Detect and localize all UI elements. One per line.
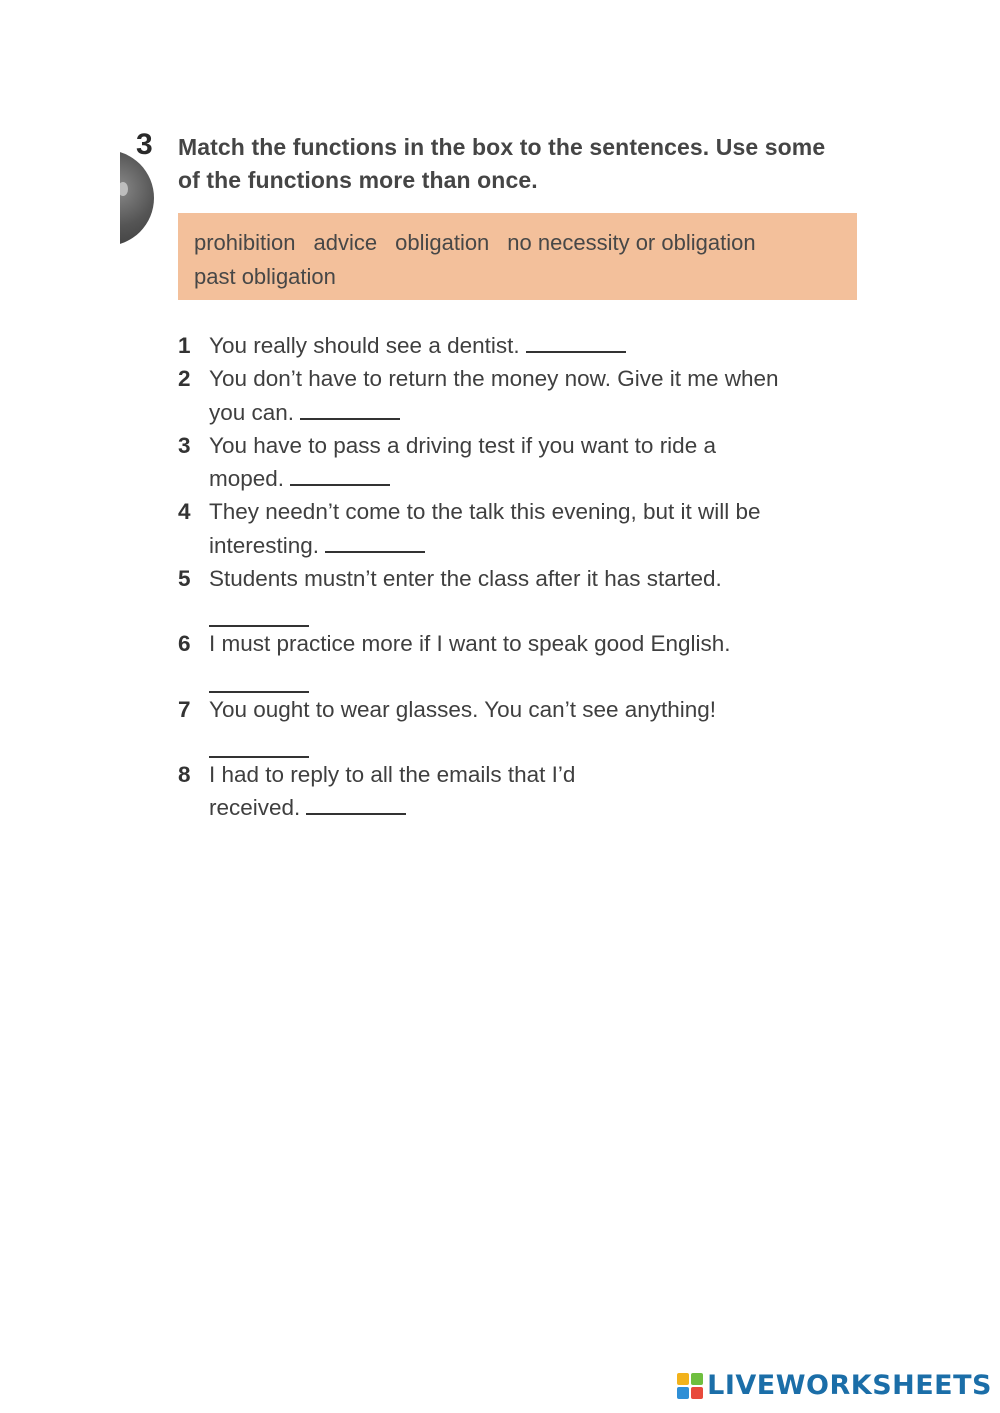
answer-blank[interactable] [290, 462, 390, 486]
question-text: They needn’t come to the talk this evening, but it will be [209, 499, 761, 525]
question-text: You have to pass a driving test if you want to ride a [209, 432, 716, 458]
logo-square [691, 1373, 703, 1385]
exercise-number: 3 [136, 128, 153, 161]
question-item [178, 693, 858, 758]
question-item [178, 495, 858, 562]
function-word: no necessity or obligation [507, 230, 756, 255]
answer-blank[interactable] [325, 529, 425, 553]
logo-square [677, 1373, 689, 1385]
question-text-continued: you can. [209, 399, 295, 425]
logo-square [691, 1387, 703, 1399]
answer-blank[interactable] [209, 595, 309, 627]
logo-square [677, 1387, 689, 1399]
question-number: 5 [178, 566, 191, 592]
function-words [194, 226, 841, 294]
question-item [178, 627, 858, 692]
function-word: advice [313, 230, 378, 255]
exercise-instructions [178, 131, 858, 197]
function-word: past obligation [194, 264, 336, 289]
question-number: 7 [178, 696, 191, 722]
question-text-continued: interesting. [209, 532, 320, 558]
function-word: prohibition [194, 230, 296, 255]
question-number: 3 [178, 432, 191, 458]
question-number: 6 [178, 631, 191, 657]
function-word: obligation [395, 230, 490, 255]
question-number: 1 [178, 333, 191, 358]
answer-blank[interactable] [526, 329, 626, 353]
question-item [178, 329, 858, 362]
function-word-box [178, 213, 857, 300]
brand-name: LIVEWORKSHEETS [707, 1370, 992, 1401]
liveworksheets-logo [677, 1370, 992, 1401]
question-number: 4 [178, 499, 191, 525]
liveworksheets-logo-icon [677, 1373, 703, 1399]
question-item [178, 562, 858, 627]
question-number: 2 [178, 366, 191, 392]
answer-blank[interactable] [306, 791, 406, 815]
question-text: I must practice more if I want to speak good English. [209, 631, 731, 657]
question-text-continued: received. [209, 795, 301, 821]
question-number: 8 [178, 761, 191, 787]
question-text: You really should see a dentist. [209, 333, 520, 358]
instructions-line-1: Match the functions in the box to the sentences. Use some [178, 134, 826, 160]
question-item [178, 429, 858, 496]
question-item [178, 362, 858, 429]
question-text: You ought to wear glasses. You can’t see anything! [209, 696, 717, 722]
question-item [178, 758, 858, 825]
question-text: You don’t have to return the money now. Give it me when [209, 366, 779, 392]
page-margin [0, 140, 120, 260]
answer-blank[interactable] [209, 726, 309, 758]
question-text: I had to reply to all the emails that I’d [209, 761, 576, 787]
question-list [178, 329, 858, 825]
answer-blank[interactable] [209, 661, 309, 693]
answer-blank[interactable] [300, 396, 400, 420]
question-text: Students mustn’t enter the class after it has started. [209, 566, 722, 592]
instructions-line-2: of the functions more than once. [178, 167, 538, 193]
question-text-continued: moped. [209, 466, 285, 492]
